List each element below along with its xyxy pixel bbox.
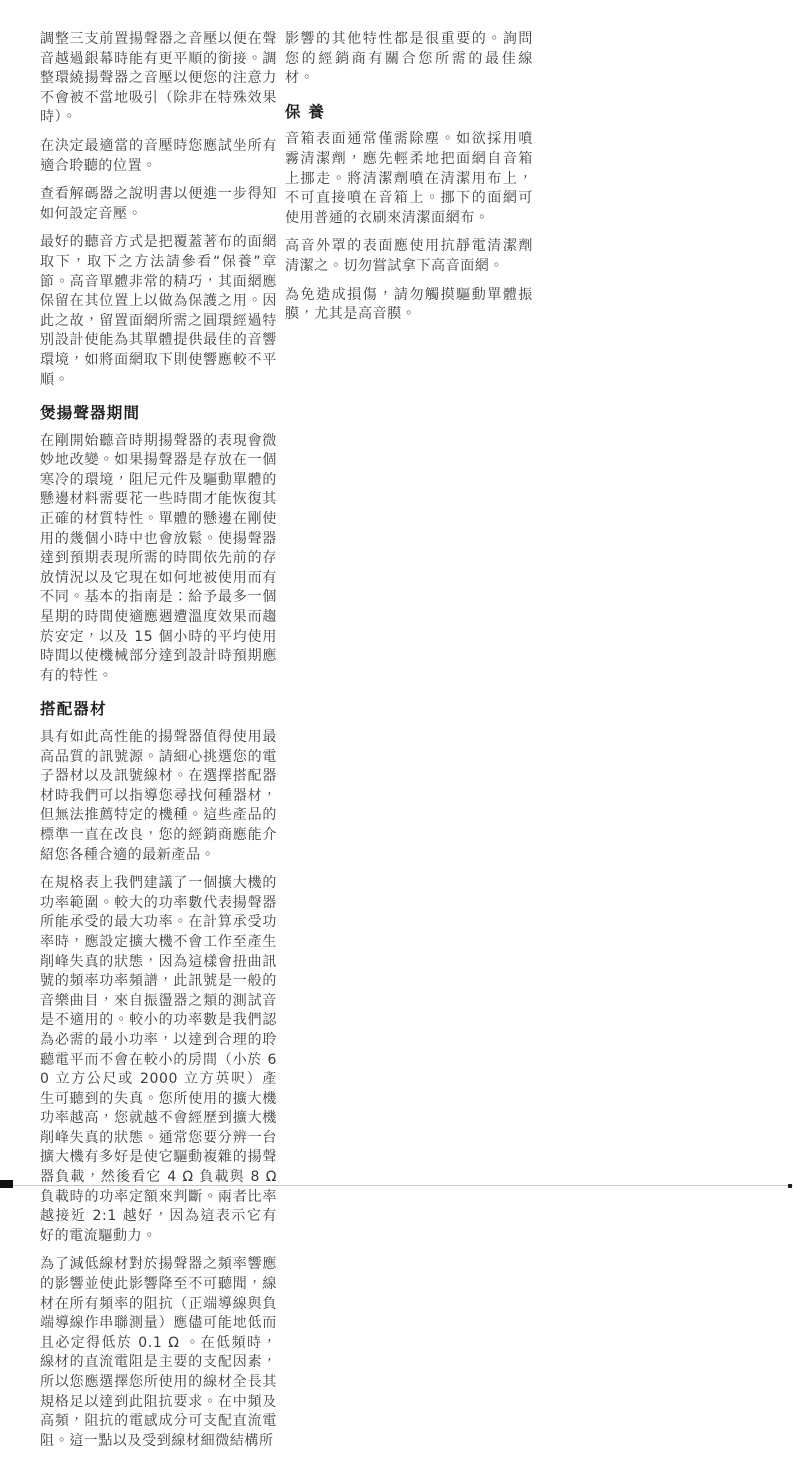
scan-artifact-bottom-left bbox=[0, 1180, 13, 1188]
left-column bbox=[40, 30, 277, 1460]
paragraph-cable-impedance: 為了減低線材對於揚聲器之頻率響應的影響並使此影響降至不可聽聞，線材在所有頻率的阻抗（正端導線與負端導線作串聯測量）應儘可能地低而且必定得低於 0.1 Ω 。在低頻時，線材的直流電阻是主要的支配因素，所以您應選擇您所使用的線材全長其規格足以達到此阻抗要求。在中頻及高頻，阻抗的電感成分可支配直流電阻。這一點以及受到線材細微結構所 bbox=[40, 1256, 277, 1449]
paragraph-grille-removal: 最好的聽音方式是把覆蓋著布的面網取下，取下之方法請參看“保養”章節。高音單體非常的精巧，其面網應保留在其位置上以做為保護之用。因此之故，留置面網所需之圓環經過特別設計使能為其單體提供最佳的音響環境，如將面網取下則使響應較不平順。 bbox=[40, 234, 277, 388]
paragraph-tweeter-cleaning: 高音外罩的表面應使用抗靜電清潔劑清潔之。切勿嘗試拿下高音面網。 bbox=[285, 238, 533, 274]
scan-artifact-bottom-right bbox=[788, 1184, 792, 1188]
paragraph-avoid-touching-drivers: 為免造成損傷，請勿觸摸驅動單體振膜，尤其是高音膜。 bbox=[285, 286, 533, 323]
paragraph-decoder-manual: 查看解碼器之說明書以便進一步得知如何設定音壓。 bbox=[40, 186, 277, 222]
heading-care: 保 養 bbox=[285, 102, 325, 121]
paragraph-source-quality: 具有如此高性能的揚聲器值得使用最高品質的訊號源。請細心挑選您的電子器材以及訊號線材。在選擇搭配器材時我們可以指導您尋找何種器材，但無法推薦特定的機種。這些產品的標準一直在改良，您的經銷商應能介紹您各種合適的最新產品。 bbox=[40, 729, 277, 863]
scan-edge-line bbox=[0, 1185, 793, 1186]
heading-burn-in-period: 煲揚聲器期間 bbox=[40, 404, 141, 423]
paragraph-burn-in: 在剛開始聽音時期揚聲器的表現會微妙地改變。如果揚聲器是存放在一個寒冷的環境，阻尼元件及驅動單體的懸邊材料需要花一些時間才能恢復其正確的材質特性。單體的懸邊在剛使用的幾個小時中也會放鬆。使揚聲器達到預期表現所需的時間依先前的存放情況以及它現在如何地被使用而有不同。基本的指南是：給予最多一個星期的時間使適應週遭溫度效果而趨於安定，以及 15 個小時的平均使用時間以使機械部分達到設計時預期應有的特性。 bbox=[40, 432, 277, 684]
paragraph-amplifier-power: 在規格表上我們建議了一個擴大機的功率範圍。較大的功率數代表揚聲器所能承受的最大功率。在計算承受功率時，應設定擴大機不會工作至產生削峰失真的狀態，因為這樣會扭曲訊號的頻率功率頻譜，此訊號是一般的音樂曲目，來自振盪器之類的測試音是不適用的。較小的功率數是我們認為必需的最小功率，以達到合理的聆聽電平而不會在較小的房間（小於 60 立方公尺或 2000 立方英呎）產生可聽到的失真。您所使用的擴大機功率越高，您就越不會經歷到擴大機削峰失真的狀態。通常您要分辨一台擴大機有多好是使它驅動複雜的揚聲器負載，然後看它 4 Ω 負載與 8 Ω 負載時的功率定額來判斷。兩者比率越接近 2:1 越好，因為這表示它有好的電流驅動力。 bbox=[40, 875, 277, 1244]
paragraph-listening-positions: 在決定最適當的音壓時您應試坐所有適合聆聽的位置。 bbox=[40, 137, 277, 174]
heading-matching-equipment: 搭配器材 bbox=[40, 700, 107, 719]
paragraph-level-adjust: 調整三支前置揚聲器之音壓以便在聲音越過銀幕時能有更平順的銜接。調整環繞揚聲器之音壓以便您的注意力不會被不當地吸引（除非在特殊效果時）。 bbox=[40, 31, 277, 126]
right-column bbox=[285, 30, 533, 334]
paragraph-cabinet-cleaning: 音箱表面通常僅需除塵。如欲採用噴霧清潔劑，應先輕柔地把面網自音箱上挪走。將清潔劑噴在清潔用布上，不可直接噴在音箱上。挪下的面網可使用普通的衣刷來清潔面網布。 bbox=[285, 131, 533, 226]
paragraph-cable-continued: 影響的其他特性都是很重要的。詢問您的經銷商有關合您所需的最佳線材。 bbox=[285, 31, 533, 87]
